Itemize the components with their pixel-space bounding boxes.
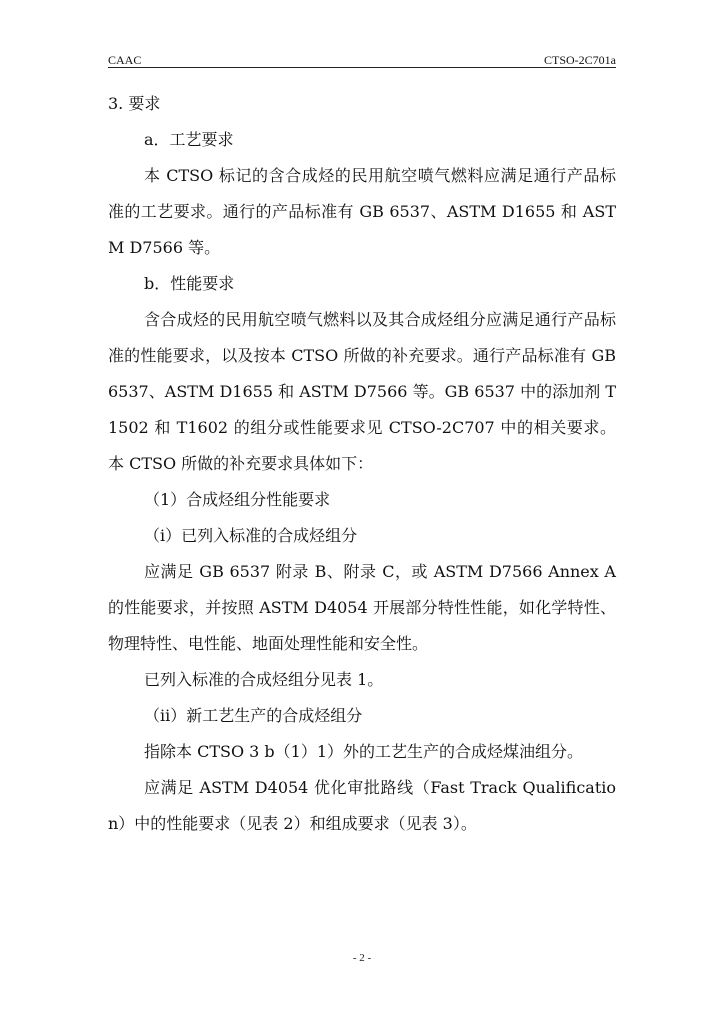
page-number: - 2 - bbox=[352, 952, 372, 964]
section-heading: 3. 要求 bbox=[108, 94, 161, 113]
paragraph-fast-track-requirements: 应满足 ASTM D4054 优化审批路线（Fast Track Qualification）中的性能要求（见表 2）和组成要求（见表 3）。 bbox=[108, 778, 616, 833]
paragraph-new-process-definition: 指除本 CTSO 3 b（1）1）外的工艺生产的合成烃煤油组分。 bbox=[144, 742, 584, 761]
paragraph-performance-requirements: 含合成烃的民用航空喷气燃料以及其合成烃组分应满足通行产品标准的性能要求，以及按本 CTSO 所做的补充要求。通行产品标准有 GB 6537、ASTM D1655 和 ASTM D7566 等。GB 6537 中的添加剂 T1502 和 T1602 的组分或性能要求见 CTSO-2C707 中的相关要求。本 CTSO 所做的补充要求具体如下： bbox=[108, 310, 616, 473]
paragraph-listed-components-requirements: 应满足 GB 6537 附录 B、附录 C，或 ASTM D7566 Annex A 的性能要求，并按照 ASTM D4054 开展部分特性性能，如化学特性、物理特性、电性能、地面处理性能和安全性。 bbox=[108, 562, 616, 653]
item-heading-listed-components: （i）已列入标准的合成烃组分 bbox=[144, 526, 358, 545]
item-heading-component-performance: （1）合成烃组分性能要求 bbox=[144, 490, 331, 509]
header-document-id: CTSO-2C701a bbox=[544, 53, 616, 67]
document-body bbox=[108, 86, 616, 842]
subsection-heading-process: a．工艺要求 bbox=[144, 130, 234, 149]
header-divider bbox=[108, 67, 616, 68]
paragraph-table-reference: 已列入标准的合成烃组分见表 1。 bbox=[144, 670, 384, 689]
page-header bbox=[108, 52, 616, 68]
subsection-heading-performance: b．性能要求 bbox=[144, 274, 235, 293]
paragraph-process-requirements: 本 CTSO 标记的含合成烃的民用航空喷气燃料应满足通行产品标准的工艺要求。通行的产品标准有 GB 6537、ASTM D1655 和 ASTM D7566 等。 bbox=[108, 166, 616, 257]
item-heading-new-process-components: （ii）新工艺生产的合成烃组分 bbox=[144, 706, 363, 725]
header-org-label: CAAC bbox=[108, 53, 142, 67]
